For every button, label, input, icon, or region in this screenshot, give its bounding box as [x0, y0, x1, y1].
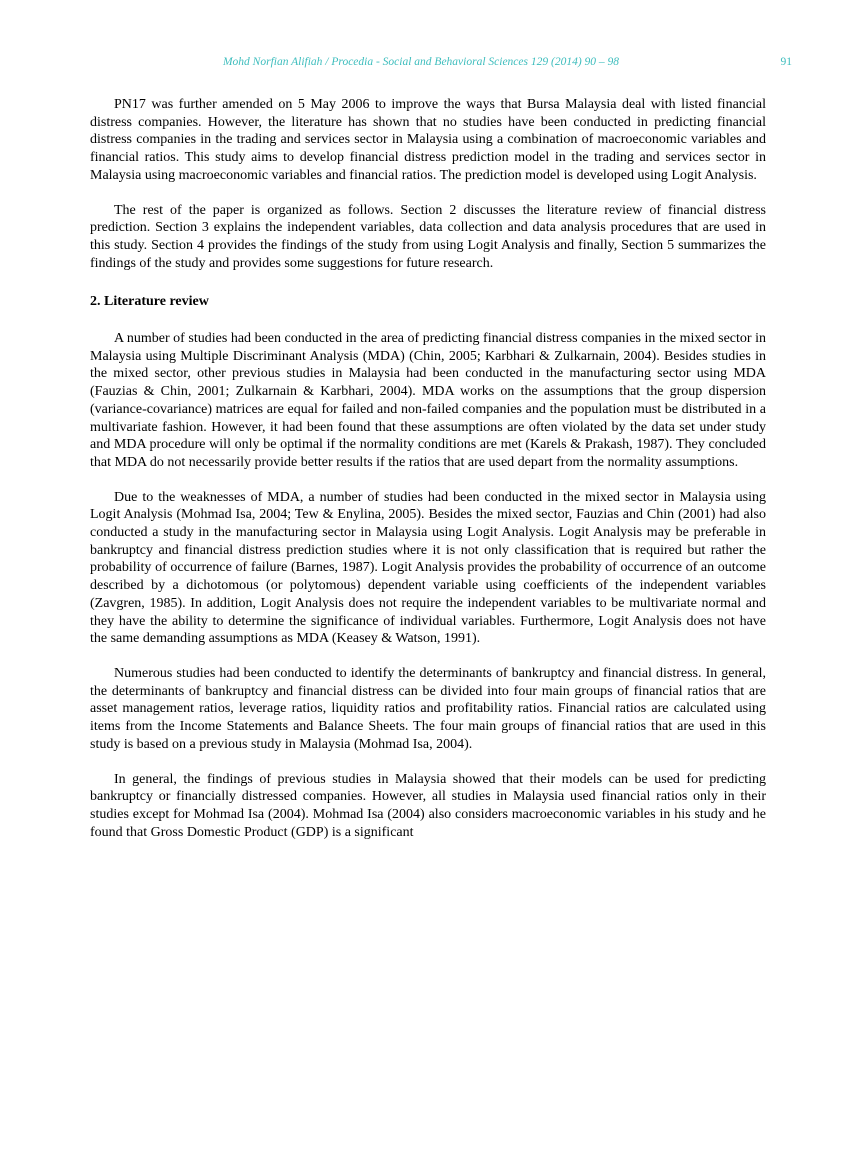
- paragraph-mda-studies: A number of studies had been conducted in the area of predicting financial distress companies in the mixed sector in Malaysia using Multiple Discriminant Analysis (MDA) (Chin, 2005; Karbhari & Zulkarnain, 2004). Besides studies in the mixed sector, other previous studies in Malaysia had been conducted in the manufacturing sector using MDA (Fauzias & Chin, 2001; Zulkarnain & Karbhari, 2004). MDA works on the assumptions that the group dispersion (variance-covariance) matrices are equal for failed and non-failed companies and the population must be distributed in a multivariate fashion. However, it had been found that these assumptions are often violated by the data set under study and MDA procedure will only be optimal if the normality conditions are met (Karels & Prakash, 1987). They concluded that MDA do not necessarily provide better results if the ratios that are used depart from the normality assumptions.: [90, 331, 766, 470]
- paragraph-paper-structure: The rest of the paper is organized as follows. Section 2 discusses the literature review of financial distress prediction. Section 3 explains the independent variables, data collection and data analysis procedures that are used in this study. Section 4 provides the findings of the study from using Logit Analysis and finally, Section 5 summarizes the findings of the study and provides some suggestions for future research.: [90, 202, 766, 271]
- page-header: [90, 55, 792, 69]
- article-body: [90, 96, 766, 858]
- page-number: 91: [780, 56, 792, 68]
- paragraph-logit-analysis: Due to the weaknesses of MDA, a number of studies had been conducted in the mixed sector in Malaysia using Logit Analysis (Mohmad Isa, 2004; Tew & Enylina, 2005). Besides the mixed sector, Fauzias and Chin (2001) had also conducted a study in the manufacturing sector in Malaysia using Logit Analysis. Logit Analysis may be preferable in bankruptcy and financial distress prediction studies where it is not only classification that is required but rather the probability of occurrence of failure (Barnes, 1987). Logit Analysis provides the probability of occurrence of an outcome described by a dichotomous (or polytomous) dependent variable using coefficients of the independent variables (Zavgren, 1985). In addition, Logit Analysis does not require the independent variables to be multivariate normal and they have the ability to determine the significance of individual variables. Furthermore, Logit Analysis does not have the same demanding assumptions as MDA (Keasey & Watson, 1991).: [90, 489, 766, 647]
- paragraph-previous-findings: In general, the findings of previous studies in Malaysia showed that their models can be used for predicting bankruptcy or financially distressed companies. However, all studies in Malaysia used financial ratios only in their studies except for Mohmad Isa (2004). Mohmad Isa (2004) also considers macroeconomic variables in his study and he found that Gross Domestic Product (GDP) is a significant: [90, 771, 766, 840]
- paragraph-pn17-amendment: PN17 was further amended on 5 May 2006 to improve the ways that Bursa Malaysia deal with listed financial distress companies. However, the literature has shown that no studies have been conducted in predicting financial distress companies in the trading and services sector in Malaysia using a combination of macroeconomic variables and financial ratios. This study aims to develop financial distress prediction model in the trading and services sector in Malaysia using macroeconomic variables and financial ratios. The prediction model is developed using Logit Analysis.: [90, 97, 766, 183]
- section-heading-literature-review: 2. Literature review: [90, 294, 209, 310]
- paragraph-determinants: Numerous studies had been conducted to identify the determinants of bankruptcy and financial distress. In general, the determinants of bankruptcy and financial distress can be divided into four main groups of financial ratios that are asset management ratios, leverage ratios, liquidity ratios and profitability ratios. Financial ratios are calculated using items from the Income Statements and Balance Sheets. The four main groups of financial ratios that are used in this study is based on a previous study in Malaysia (Mohmad Isa, 2004).: [90, 665, 766, 752]
- running-title: Mohd Norfian Alifiah / Procedia - Social and Behavioral Sciences 129 (2014) 90 – 98: [222, 56, 620, 68]
